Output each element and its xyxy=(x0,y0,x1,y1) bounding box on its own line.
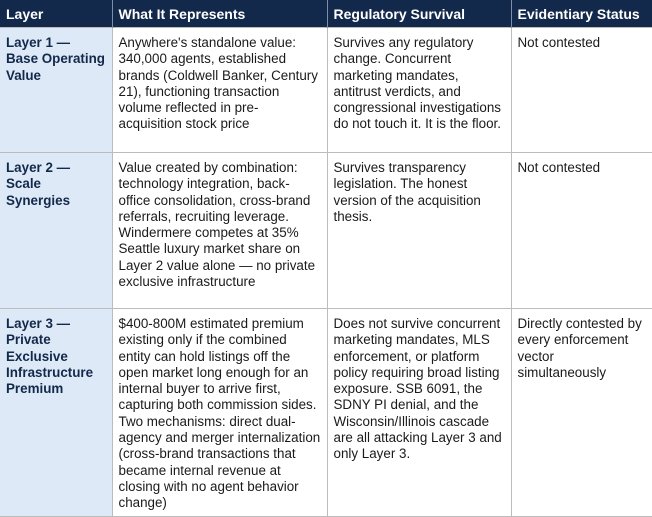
header-what-it-represents: What It Represents xyxy=(112,0,327,28)
layer-cell: Layer 3 — Private Exclusive Infrastructure Premium xyxy=(0,309,112,517)
header-evidentiary-status: Evidentiary Status xyxy=(511,0,652,28)
header-row xyxy=(0,0,652,28)
survival-cell: Survives transparency legislation. The honest version of the acquisition thesis. xyxy=(327,153,511,309)
represents-cell: $400-800M estimated premium existing only if the combined entity can hold listings off the open market long enough for an internal buyer to arrive first, capturing both commission sides. Two mechanisms: direct dual-agency and merger internalization (cross-brand transactions that became internal revenue at closing with no agent behavior change) xyxy=(112,309,327,517)
header-layer: Layer xyxy=(0,0,112,28)
status-cell: Not contested xyxy=(511,153,652,309)
layer-cell: Layer 1 — Base Operating Value xyxy=(0,28,112,153)
status-cell: Directly contested by every enforcement vector simultaneously xyxy=(511,309,652,517)
represents-cell: Anywhere's standalone value: 340,000 agents, established brands (Coldwell Banker, Century 21), functioning transaction volume reflected in pre-acquisition stock price xyxy=(112,28,327,153)
layer-cell: Layer 2 — Scale Synergies xyxy=(0,153,112,309)
header-regulatory-survival: Regulatory Survival xyxy=(327,0,511,28)
table-row xyxy=(0,309,652,517)
table-row xyxy=(0,153,652,309)
status-cell: Not contested xyxy=(511,28,652,153)
represents-cell: Value created by combination: technology integration, back-office consolidation, cross-brand referrals, recruiting leverage. Windermere competes at 35% Seattle luxury market share on Layer 2 value alone — no private exclusive infrastructure xyxy=(112,153,327,309)
survival-cell: Survives any regulatory change. Concurrent marketing mandates, antitrust verdicts, and congressional investigations do not touch it. It is the floor. xyxy=(327,28,511,153)
table-row xyxy=(0,28,652,153)
survival-cell: Does not survive concurrent marketing mandates, MLS enforcement, or platform policy requiring broad listing exposure. SSB 6091, the SDNY PI denial, and the Wisconsin/Illinois cascade are all attacking Layer 3 and only Layer 3. xyxy=(327,309,511,517)
